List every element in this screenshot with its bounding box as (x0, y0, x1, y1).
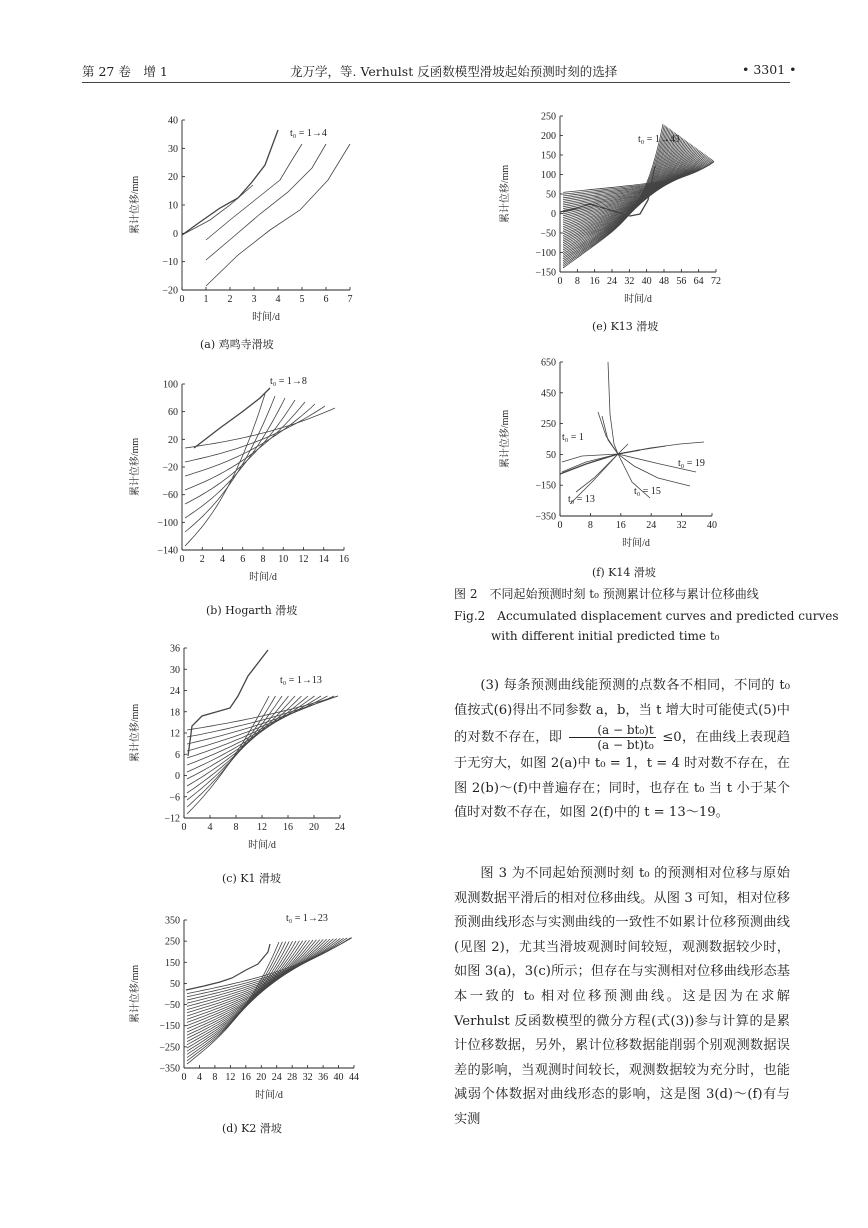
running-header-title: 龙万学，等. Verhulst 反函数模型滑坡起始预测时刻的选择 (290, 64, 618, 79)
predicted-curve (187, 939, 337, 1010)
fig2-caption-en-1: Fig.2 Accumulated displacement curves and predicted curves (454, 609, 839, 623)
predicted-curve (187, 696, 338, 730)
x-tick-label: 40 (707, 520, 717, 531)
y-tick-label: 24 (170, 686, 180, 697)
x-tick-label: 14 (318, 554, 329, 565)
predicted-curve (187, 696, 276, 807)
y-tick-label: 150 (165, 957, 180, 969)
figure-b-caption: (b) Hogarth 滑坡 (206, 604, 298, 617)
x-tick-label: 8 (260, 554, 266, 565)
figure-f-caption: (f) K14 滑坡 (592, 566, 656, 579)
x-tick-label: 24 (646, 520, 657, 531)
y-tick-label: 650 (541, 357, 556, 369)
paragraph-3-part-1: (3) 每条预测曲线能预测的点数各不相同，不同的 t₀ 值按式(6)得出不同参数 a，b，当 t 增大时可能使式(5)中的对数不存在，即 (454, 678, 790, 746)
y-tick-label: 250 (165, 936, 180, 948)
header-rule (82, 82, 790, 83)
y-tick-label: 6 (175, 749, 180, 761)
curve-label-t0-19: t₀ = 19 (678, 458, 705, 469)
predicted-curve (185, 400, 295, 504)
measured-curve (194, 388, 270, 448)
predicted-curve (187, 696, 289, 793)
y-tick-label: 200 (541, 131, 556, 142)
x-tick-label: 16 (283, 822, 293, 833)
x-tick-label: 3 (251, 294, 257, 305)
x-tick-label: 4 (275, 294, 281, 305)
x-tick-label: 8 (574, 276, 580, 287)
y-tick-label: −50 (164, 1000, 180, 1012)
measured-curve (188, 650, 268, 756)
y-tick-label: 30 (168, 143, 178, 155)
y-tick-label: 450 (541, 388, 556, 400)
y-tick-label: −60 (162, 490, 178, 502)
x-tick-label: 24 (607, 276, 617, 287)
y-tick-label: 0 (551, 209, 556, 220)
curve-label-t0-13: t₀ = 13 (568, 494, 595, 505)
x-tick-label: 12 (225, 1072, 236, 1083)
predicted-curve (187, 696, 328, 751)
fig2-caption-en-2: with different initial predicted time t₀ (491, 629, 720, 643)
running-header-page: • 3301 • (742, 62, 797, 77)
paragraph-fig3-text: 图 3 为不同起始预测时刻 t₀ 的预测相对位移与原始观测数据平滑后的相对位移曲线。从图 3 可知，相对位移预测曲线形态与实测曲线的一致性不如累计位移预测曲线(见图 2)，尤其当滑坡观测时间较短，观测数据较少时，如图 3(a)，3(c)所示；但存在与实测相对位移曲线形态基本一致的 t₀ 相对位移预测曲线。这是因为在求解 Verhulst 反函数模型的微分方程(式(3))参与计算的是累计位移数据，另外，累计位移数据能削弱个别观测数据误差的影响，当观测时间较长，观测数据较为充分时，也能减弱个体数据对曲线形态的影响，这是图 3(d)～(f)有与实测 (454, 866, 790, 1127)
y-tick-label: 50 (546, 449, 556, 461)
figure-c-caption: (c) K1 滑坡 (222, 872, 281, 885)
x-tick-label: 36 (318, 1072, 329, 1083)
y-tick-label: 12 (170, 728, 180, 740)
x-tick-label: 40 (641, 276, 652, 287)
y-tick-label: 250 (541, 419, 556, 431)
x-tick-label: 0 (181, 1072, 187, 1083)
x-tick-label: 4 (196, 1072, 202, 1083)
x-tick-label: 8 (233, 822, 239, 833)
y-tick-label: 20 (168, 172, 178, 184)
predicted-curve (187, 939, 327, 1019)
y-axis-label: 累计位移/mm (130, 703, 141, 763)
figure-a-caption: (a) 鸡鸣寺滑坡 (200, 338, 274, 351)
running-header-volume: 第 27 卷 增 1 (82, 64, 168, 79)
x-tick-label: 0 (179, 554, 185, 565)
x-tick-label: 24 (335, 822, 345, 833)
y-tick-label: −150 (535, 267, 556, 279)
y-tick-label: 150 (541, 150, 556, 162)
curve-range-annotation: t₀ = 1→23 (286, 913, 328, 924)
x-tick-label: 6 (240, 554, 246, 565)
x-tick-label: 32 (302, 1072, 313, 1083)
x-tick-label: 7 (347, 294, 353, 305)
y-axis-label: 累计位移/mm (500, 409, 511, 469)
x-tick-label: 16 (615, 520, 626, 531)
figure-a-chart (120, 110, 370, 330)
x-tick-label: 2 (227, 294, 233, 305)
y-axis-label: 累计位移/mm (130, 175, 141, 235)
y-axis-label: 累计位移/mm (130, 964, 141, 1024)
x-tick-label: 0 (179, 294, 185, 305)
y-tick-label: −250 (159, 1042, 180, 1054)
y-tick-label: −140 (157, 545, 178, 557)
figure-d-caption: (d) K2 滑坡 (222, 1122, 282, 1135)
x-axis-label: 时间/d (248, 840, 276, 851)
x-tick-label: 64 (693, 276, 704, 287)
x-axis-label: 时间/d (252, 312, 280, 323)
y-tick-label: 50 (546, 189, 556, 201)
x-tick-label: 8 (587, 520, 593, 531)
predicted-curve (187, 938, 350, 997)
x-axis-label: 时间/d (624, 294, 652, 305)
y-tick-label: −150 (535, 480, 556, 492)
y-tick-label: −350 (535, 511, 556, 523)
x-tick-label: 48 (659, 276, 669, 287)
x-tick-label: 56 (676, 276, 687, 287)
curve-label-t0-15: t₀ = 15 (634, 486, 661, 497)
predicted-curve (206, 144, 350, 286)
y-tick-label: −50 (540, 228, 556, 240)
x-tick-label: 32 (676, 520, 687, 531)
x-tick-label: 44 (349, 1072, 359, 1083)
x-tick-label: 4 (220, 554, 225, 565)
measured-curve (182, 130, 278, 235)
y-tick-label: 50 (170, 978, 180, 990)
fraction-numerator: (a − bt₀)t (569, 723, 656, 738)
x-tick-label: 40 (333, 1072, 344, 1083)
x-tick-label: 12 (298, 554, 309, 565)
y-tick-label: −20 (162, 285, 178, 297)
y-tick-label: −6 (169, 792, 180, 804)
x-tick-label: 16 (240, 1072, 251, 1083)
y-tick-label: 250 (541, 111, 556, 123)
predicted-curve (185, 406, 325, 462)
fraction-denominator: (a − bt)t₀ (597, 738, 654, 753)
x-tick-label: 20 (309, 822, 319, 833)
y-tick-label: −350 (159, 1063, 180, 1075)
y-tick-label: −10 (162, 257, 178, 269)
curve-range-annotation: t₀ = 1→13 (280, 675, 322, 686)
curve-range-annotation: t₀ = 1→4 (290, 128, 327, 139)
body-paragraph-fig3 (454, 862, 790, 1133)
x-tick-label: 16 (589, 276, 600, 287)
x-tick-label: 0 (181, 822, 187, 833)
y-tick-label: 0 (173, 228, 178, 240)
y-tick-label: 100 (541, 170, 556, 181)
x-tick-label: 6 (323, 294, 329, 305)
y-tick-label: 350 (165, 915, 180, 927)
figure-e-caption: (e) K13 滑坡 (592, 320, 659, 333)
y-axis-label: 累计位移/mm (130, 437, 141, 497)
predicted-curve (185, 394, 265, 546)
x-tick-label: 12 (257, 822, 267, 833)
y-tick-label: 10 (168, 200, 178, 212)
curve-label-t0-1: t₀ = 1 (562, 432, 584, 443)
x-tick-label: 32 (624, 276, 635, 287)
x-tick-label: 10 (278, 554, 289, 565)
x-tick-label: 28 (287, 1072, 298, 1083)
figure-b-chart (120, 370, 370, 592)
x-axis-label: 时间/d (249, 572, 277, 583)
y-tick-label: −20 (162, 462, 178, 474)
figure-e-chart (490, 108, 740, 314)
predicted-curve (187, 939, 323, 1022)
x-tick-label: 0 (557, 520, 563, 531)
fig2-caption-cn: 图 2 不同起始预测时刻 t₀ 预测累计位移与累计位移曲线 (454, 587, 759, 601)
figure-f-chart (490, 354, 740, 556)
y-tick-label: −100 (535, 248, 556, 259)
figure-c-chart (120, 636, 370, 861)
x-axis-label: 时间/d (255, 1090, 283, 1101)
predicted-curve (608, 362, 618, 454)
y-tick-label: −100 (157, 517, 178, 529)
x-tick-label: 1 (203, 294, 209, 305)
x-tick-label: 8 (212, 1072, 218, 1083)
y-tick-label: 0 (175, 771, 180, 782)
predicted-curve (187, 696, 302, 779)
curve-range-annotation: t₀ = 1→8 (270, 376, 307, 387)
x-tick-label: 16 (339, 554, 349, 565)
predicted-curve (185, 396, 275, 532)
figure-d-chart (120, 908, 370, 1113)
y-tick-label: 36 (170, 643, 180, 655)
x-tick-label: 0 (557, 276, 563, 287)
y-tick-label: −12 (164, 813, 180, 825)
y-axis-label: 累计位移/mm (500, 164, 511, 224)
y-tick-label: 60 (168, 407, 178, 419)
predicted-curve (187, 939, 333, 1013)
curve-range-annotation: t₀ = 1→43 (638, 134, 680, 145)
x-tick-label: 72 (711, 276, 721, 287)
y-tick-label: 30 (170, 664, 180, 676)
paragraph-3-part-2: ≤0，在曲线上表现趋于无穷大，如图 2(a)中 t₀ = 1，t = 4 时对数不存在，在图 2(b)～(f)中普遍存在；同时，也存在 t₀ 当 t 小于某个值时对数不存在，如图 2(f)中的 t = 13～19。 (454, 730, 791, 821)
x-tick-label: 5 (299, 294, 305, 305)
y-tick-label: 40 (168, 115, 178, 127)
body-paragraph-3 (454, 674, 790, 826)
x-tick-label: 2 (199, 554, 205, 565)
y-tick-label: 18 (170, 707, 180, 719)
y-tick-label: 100 (163, 379, 178, 391)
x-tick-label: 4 (207, 822, 213, 833)
x-tick-label: 20 (256, 1072, 267, 1083)
x-axis-label: 时间/d (622, 538, 650, 549)
x-tick-label: 24 (271, 1072, 282, 1083)
y-tick-label: −150 (159, 1021, 180, 1033)
log-argument-fraction (569, 723, 656, 752)
predicted-curve (187, 696, 269, 814)
y-tick-label: 20 (168, 434, 178, 446)
